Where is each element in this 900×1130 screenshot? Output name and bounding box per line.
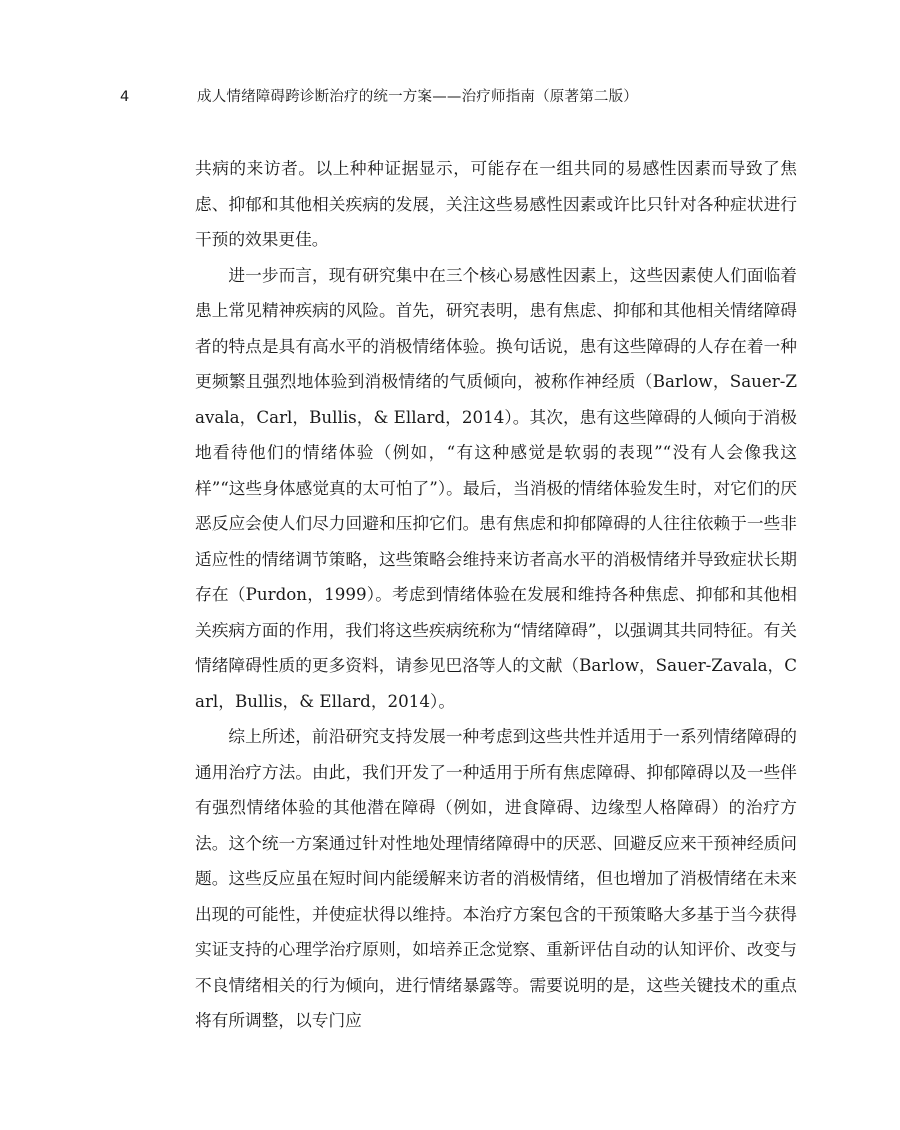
paragraph-continued: 共病的来访者。以上种种证据显示，可能存在一组共同的易感性因素而导致了焦虑、抑郁和其他相关疾病的发展，关注这些易感性因素或许比只针对各种症状进行干预的效果更佳。 [195, 158, 797, 249]
running-title: 成人情绪障碍跨诊断治疗的统一方案——治疗师指南（原著第二版） [197, 89, 638, 105]
page-header [0, 86, 900, 108]
paragraph-vulnerability-factors: 进一步而言，现有研究集中在三个核心易感性因素上，这些因素使人们面临着患上常见精神疾病的风险。首先，研究表明，患有焦虑、抑郁和其他相关情绪障碍者的特点是具有高水平的消极情绪体验。换句话说，患有这些障碍的人存在着一种更频繁且强烈地体验到消极情绪的气质倾向，被称作神经质（Barlow，Sauer-Zavala，Carl，Bullis，& Ellard，2014）。其次，患有这些障碍的人倾向于消极地看待他们的情绪体验（例如，“有这种感觉是软弱的表现”“没有人会像我这样”“这些身体感觉真的太可怕了”）。最后，当消极的情绪体验发生时，对它们的厌恶反应会使人们尽力回避和压抑它们。患有焦虑和抑郁障碍的人往往依赖于一些非适应性的情绪调节策略，这些策略会维持来访者高水平的消极情绪并导致症状长期存在（Purdon，1999）。考虑到情绪体验在发展和维持各种焦虑、抑郁和其他相关疾病方面的作用，我们将这些疾病统称为“情绪障碍”，以强调其共同特征。有关情绪障碍性质的更多资料，请参见巴洛等人的文献（Barlow，Sauer-Zavala，Carl，Bullis，& Ellard，2014）。 [195, 264, 797, 711]
body-text [195, 151, 797, 1039]
page-number: 4 [120, 89, 130, 105]
paragraph-unified-protocol: 综上所述，前沿研究支持发展一种考虑到这些共性并适用于一系列情绪障碍的通用治疗方法。由此，我们开发了一种适用于所有焦虑障碍、抑郁障碍以及一些伴有强烈情绪体验的其他潜在障碍（例如，进食障碍、边缘型人格障碍）的治疗方法。这个统一方案通过针对性地处理情绪障碍中的厌恶、回避反应来干预神经质问题。这些反应虽在短时间内能缓解来访者的消极情绪，但也增加了消极情绪在未来出现的可能性，并使症状得以维持。本治疗方案包含的干预策略大多基于当今获得实证支持的心理学治疗原则，如培养正念觉察、重新评估自动的认知评价、改变与不良情绪相关的行为倾向，进行情绪暴露等。需要说明的是，这些关键技术的重点将有所调整，以专门应 [195, 726, 797, 1030]
